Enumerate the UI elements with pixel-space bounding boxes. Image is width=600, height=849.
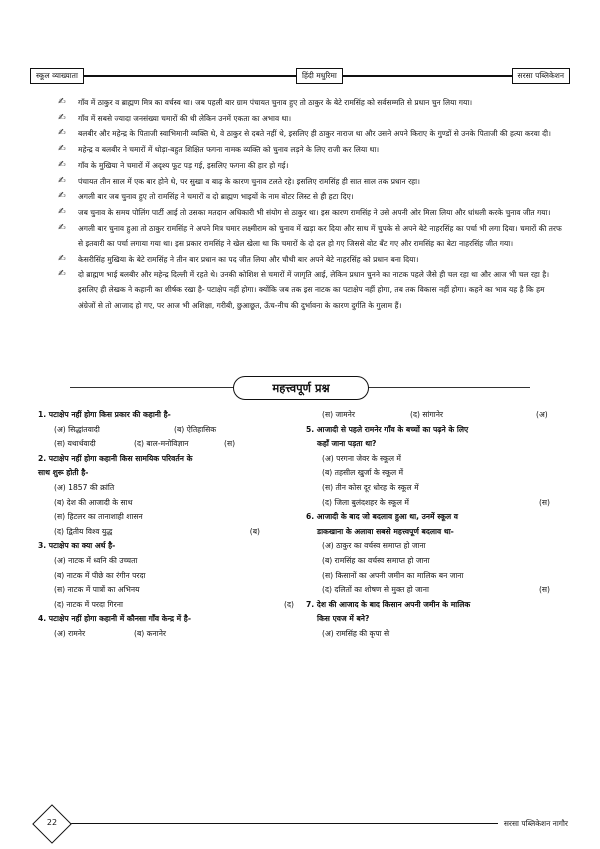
writing-hand-icon: ✍ <box>58 144 66 155</box>
writing-hand-icon: ✍ <box>58 191 66 202</box>
writing-hand-icon: ✍ <box>58 112 66 123</box>
q1-options-ab: (अ) सिद्धांतवादी (ब) ऐतिहासिक <box>54 424 217 434</box>
option: (अ) परगना जेवर के स्कूल में <box>322 453 401 463</box>
q1-options-cd: (स) यथार्थवादी (द) बाल-मनोविज्ञान (स) <box>38 437 300 452</box>
summary-point: ✍ केसरीसिंह मुखिया के बेटे रामसिंह ने तीन बार प्रधान का पद जीत लिया और चौथी बार अपने बेटे नाहरसिंह को प्रधान बना दिया। <box>60 252 564 267</box>
question-7: 7. देश की आजाद के बाद किसान अपनी जमीन के मालिक <box>306 599 471 609</box>
page-number: 22 <box>46 818 58 827</box>
section-heading <box>0 374 600 402</box>
writing-hand-icon: ✍ <box>58 128 66 139</box>
summary-point: ✍ महेन्द्र व बलबीर ने चमारों में थोड़ा-बहुत शिक्षित फगना नामक व्यक्ति को चुनाव लड़ने के लिए राजी कर लिया था। <box>60 142 564 157</box>
option: (ब) नाटक में पीछे का रंगीन परदा <box>54 570 146 580</box>
summary-point: ✍ जब चुनाव के समय पोलिंग पार्टी आई तो उसका मतदान अधिकारी भी संयोग से ठाकुर था। इस कारण रामसिंह ने उसे अपनी ओर मिला लिया और धांधली करके चुनाव जीत गया। <box>60 205 564 220</box>
answer-label: (स) <box>224 439 236 449</box>
option: (अ) रामसिंह की कृपा से <box>322 628 390 638</box>
option: (अ) नाटक में ध्वनि की उच्चता <box>54 555 138 565</box>
summary-point: ✍ पंचायत तीन साल में एक बार होने थे, पर सुखा व बाढ़ के कारण चुनाव टलते रहे। इसलिए रामसिंह ही सात साल तक प्रधान रहा। <box>60 174 564 189</box>
question-4: 4. पटाक्षेप नहीं होगा कहानी में कौनसा गाँव केन्द्र में है- <box>38 614 191 624</box>
question-1: 1. पटाक्षेप नहीं होगा किस प्रकार की कहानी है- <box>38 410 171 419</box>
footer-publisher: सरसा पब्लिकेशन नागौर <box>498 817 568 831</box>
option: (अ) 1857 की क्रांति <box>54 482 115 492</box>
summary-points <box>60 95 564 313</box>
option: (ब) देश की आजादी के साथ <box>54 497 133 507</box>
option: (स) तीन कोस दूर धोरह के स्कूल में <box>322 482 419 492</box>
option: (द) दलितों का शोषण से मुक्त हो जाना (स) <box>306 583 568 598</box>
answer-label: (अ) <box>536 410 548 419</box>
section-title: महत्त्वपूर्ण प्रश्न <box>233 376 369 400</box>
option: (स) नाटक में पात्रों का अभिनय <box>54 585 140 595</box>
option: (द) जिला बुलंदशहर के स्कूल में (स) <box>306 496 568 511</box>
header-left-label: स्कूल व्याख्याता <box>30 68 84 84</box>
summary-point: ✍ बलबीर और महेन्द्र के पिताजी स्वाभिमानी व्यक्ति थे, वे ठाकुर से दबते नहीं थे, इसलिए ही ठाकुर नाराज था और उसने अपने किराए के गुण्डों से उनके पिताजी की हत्या करवा दी। <box>60 126 564 141</box>
writing-hand-icon: ✍ <box>58 175 66 186</box>
option: (स) हिटलर का तानाशाही शासन <box>54 512 143 522</box>
questions-left-column <box>38 408 300 642</box>
questions-right-column <box>306 408 568 642</box>
writing-hand-icon: ✍ <box>58 206 66 217</box>
writing-hand-icon: ✍ <box>58 269 66 280</box>
question-2-cont: साथ शुरू होती है- <box>38 468 89 478</box>
question-6-cont: डाकखाना के अलावा सबसे महत्त्वपूर्ण बदलाव था- <box>317 526 454 536</box>
writing-hand-icon: ✍ <box>58 253 66 264</box>
answer-label: (द) <box>284 599 294 609</box>
footer-rule <box>56 823 568 824</box>
option: (द) द्वितीय विश्व युद्ध (ब) <box>38 525 300 540</box>
question-5-cont: कहाँ जाना पड़ता था? <box>317 439 377 449</box>
answer-label: (स) <box>538 585 550 595</box>
writing-hand-icon: ✍ <box>58 222 66 233</box>
writing-hand-icon: ✍ <box>58 159 66 170</box>
option: (ब) तहसील खुर्जा के स्कूल में <box>322 468 404 478</box>
answer-label: (स) <box>538 497 550 507</box>
question-3: 3. पटाक्षेप का क्या अर्थ है- <box>38 541 116 551</box>
header-center-label: हिंदी मधुरिमा <box>296 68 343 84</box>
header-right-label: सरसा पब्लिकेशन <box>512 68 570 84</box>
answer-label: (ब) <box>249 526 260 536</box>
summary-point: ✍ अगली बार जब चुनाव हुए तो रामसिंह ने चमारों व दो ब्राह्मण भाइयों के नाम वोटर लिस्ट से ही हटा दिए। <box>60 189 564 204</box>
summary-point: ✍ गाँव में सबसे ज्यादा जनसंख्या चमारों की थी लेकिन उनमें एकता का अभाव था। <box>60 111 564 126</box>
option: (ब) रामसिंह का वर्चस्व समाप्त हो जाना <box>322 555 430 565</box>
question-2: 2. पटाक्षेप नहीं होगा कहानी किस सामयिक परिवर्तन के <box>38 453 193 463</box>
page-header <box>30 68 570 84</box>
question-6: 6. आजादी के बाद जो बदलाव हुआ था, उनमें स्कूल व <box>306 512 459 522</box>
summary-point: ✍ अगली बार चुनाव हुआ तो ठाकुर रामसिंह ने अपने मित्र चमार लक्ष्मीराम को चुनाव में खड़ा कर दिया और साथ में चुपके से अपने बेटे नाहरसिंह का पर्चा भी लगा दिया। चमारों की तरफ से इतवारी का पर्चा लगाया गया था। इस प्रकार रामसिंह ने खेल खेला था कि चमारों के दो दल हो गए जिससे वोट बँट गए और रामसिंह का बेटा नाहरसिंह जीत गया। <box>58 222 562 248</box>
summary-point: ✍ दो ब्राह्मण भाई बलबीर और महेन्द्र दिल्ली में रहते थे। उनकी कोशिश से चमारों में जागृति आई, लेकिन प्रधान चुनने का नाटक पहले जैसे ही चल रहा था और आज भी चल रहा है। इसलिए ही लेखक ने कहानी का शीर्षक रखा है- पटाक्षेप नहीं होगा। क्योंकि जब तक इस नाटक का पटाक्षेप नहीं होगा, तब तक विकास नहीं होगा। कहने का भाव यह है कि हम अंग्रेजों से तो आजाद हो गए, पर आज भी अशिक्षा, गरीबी, छुआछूत, ऊँच-नीच की दुर्भावना के कारण दुर्गति के गुलाम हैं। <box>58 269 550 310</box>
q4-options-ab: (अ) रामनेर (ब) कनानेर <box>54 628 167 638</box>
summary-point: ✍ गाँव के मुखिया ने चमारों में अदृश्य फूट पड़ गई, इसलिए फगना की हार हो गई। <box>60 158 564 173</box>
q4-options-cd: (स) जामनेर (द) सांगानेर (अ) <box>306 408 568 423</box>
page-footer <box>38 816 568 832</box>
question-7-cont: किस एवज में बने? <box>317 614 370 624</box>
option: (द) नाटक में परदा गिरना (द) <box>38 598 300 613</box>
writing-hand-icon: ✍ <box>58 97 66 107</box>
option: (अ) ठाकुर का वर्चस्व समाप्त हो जाना <box>322 541 426 551</box>
summary-point: ✍ गाँव में ठाकुर व ब्राह्मण मित्र का वर्चस्व था। जब पहली बार ग्राम पंचायत चुनाव हुए तो ठाकुर के बेटे रामसिंह को सर्वसम्मति से प्रधान चुन लिया गया। <box>60 95 564 110</box>
option: (स) किसानों का अपनी जमीन का मालिक बन जाना <box>322 570 464 580</box>
question-5: 5. आजादी से पहले रामनेर गाँव के बच्चों का पढ़ने के लिए <box>306 424 469 434</box>
